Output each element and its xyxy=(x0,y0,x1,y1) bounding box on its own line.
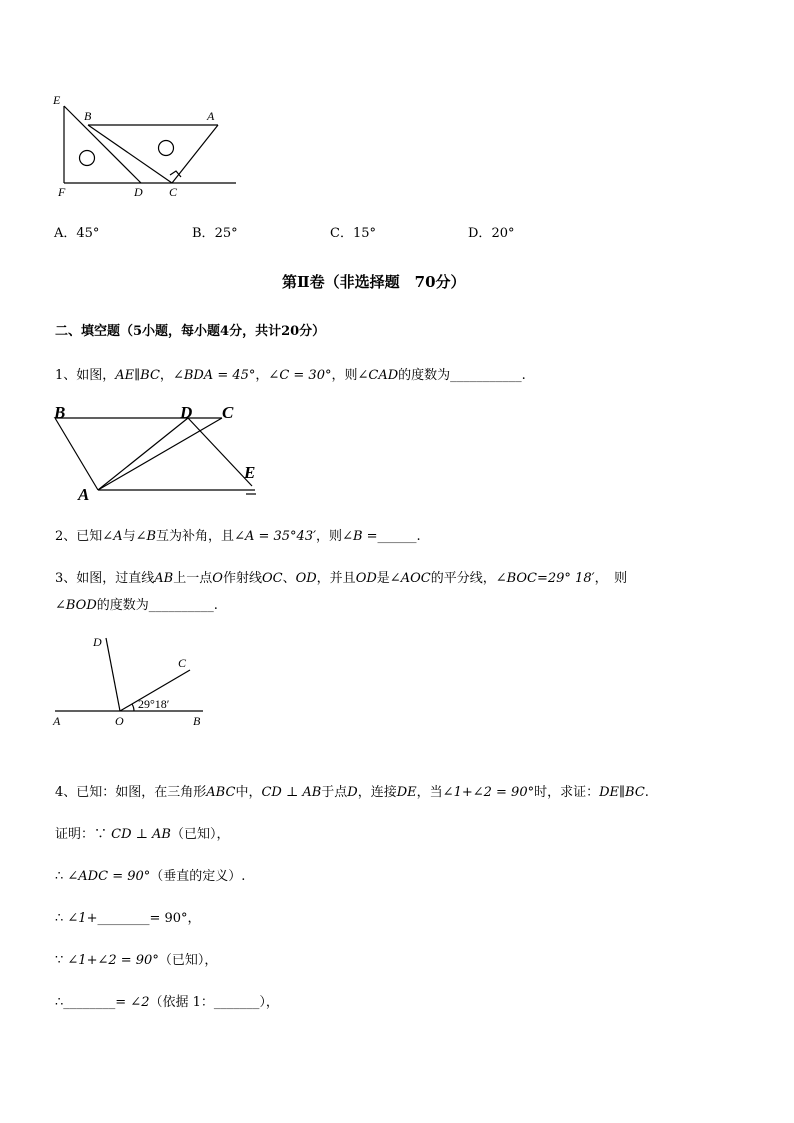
q4-number: 4、 xyxy=(55,785,77,800)
option-a-value: 45° xyxy=(76,226,100,241)
proof-4-reason: （已知）， xyxy=(158,953,218,968)
label-C: C xyxy=(178,656,187,670)
q2-end: . xyxy=(416,529,421,544)
q4-math-5: ∠1+∠2 = 90° xyxy=(442,785,535,800)
q1-text-4: ，则 xyxy=(331,368,358,383)
q2-text-3: 互为补角，且 xyxy=(156,529,235,544)
segment-DE xyxy=(188,418,252,486)
q1-text-5: 的度数为 xyxy=(398,368,451,383)
label-A: A xyxy=(78,485,90,504)
proof-5-blank-2: _______ xyxy=(213,995,260,1010)
q1-math-4: ∠CAD xyxy=(357,368,399,383)
q4-text-5: ，当 xyxy=(416,785,443,800)
q1-text-2: ， xyxy=(159,368,173,383)
q3-math-5: OD xyxy=(355,571,377,586)
q3-math-1: AB xyxy=(154,571,174,586)
q3-math-4: OD xyxy=(295,571,317,586)
segment-ED xyxy=(64,106,141,183)
hole-right xyxy=(159,141,174,156)
section-title: 第Ⅱ卷（非选择题 70分） xyxy=(282,273,466,291)
proof-line-2 xyxy=(55,865,245,884)
figure-q3 xyxy=(0,628,260,738)
q1-math-1: AE∥BC xyxy=(115,368,160,383)
proof-1-math: CD ⊥ AB xyxy=(111,827,171,842)
proof-5-blank: ________ xyxy=(63,995,116,1010)
label-A: A xyxy=(53,714,61,728)
label-D: D xyxy=(134,185,143,199)
proof-5-end: ）， xyxy=(259,995,279,1010)
q2-math-4: ∠B = xyxy=(342,529,378,544)
q3-text-9: 的度数为 xyxy=(96,598,149,613)
label-B: B xyxy=(54,403,66,422)
question-4 xyxy=(55,781,649,800)
proof-5-reason: （依据 1： xyxy=(149,995,214,1010)
option-c-letter: C． xyxy=(330,226,353,241)
q1-math-3: ∠C = 30° xyxy=(268,368,332,383)
proof-1-reason: （已知）， xyxy=(170,827,230,842)
figure-triangles xyxy=(0,0,794,205)
q2-text-1: 已知 xyxy=(76,529,103,544)
proof-3-blank: ________ xyxy=(97,911,150,926)
q1-text-3: ， xyxy=(255,368,269,383)
q4-math-1: ABC xyxy=(206,785,236,800)
option-a-letter: A． xyxy=(54,226,77,241)
q4-text-2: 中， xyxy=(235,785,262,800)
option-d-value: 20° xyxy=(491,226,515,241)
q2-text-2: 与 xyxy=(122,529,136,544)
label-A: A xyxy=(207,109,215,123)
proof-2-math: ∠ADC = 90° xyxy=(67,869,151,884)
q3-text-2: 上一点 xyxy=(173,571,213,586)
q1-math-2: ∠BDA = 45° xyxy=(172,368,256,383)
q3-answer-blank: __________ xyxy=(148,598,214,613)
segment-AD xyxy=(98,418,188,490)
q3-math-6: AOC xyxy=(400,571,431,586)
label-D: D xyxy=(93,635,102,649)
option-c xyxy=(330,222,376,241)
q3-math-bod: ∠BOD xyxy=(55,598,97,613)
q1-answer-blank: ___________ xyxy=(450,368,522,383)
q4-math-4: DE xyxy=(396,785,417,800)
q4-math-3: D xyxy=(347,785,358,800)
option-b-letter: B． xyxy=(192,226,215,241)
label-F: F xyxy=(58,185,66,199)
question-1 xyxy=(55,364,526,383)
option-d-letter: D． xyxy=(468,226,492,241)
proof-line-3 xyxy=(55,907,201,926)
question-3-line-1 xyxy=(55,567,627,586)
q3-number: 3、 xyxy=(55,571,77,586)
label-B: B xyxy=(84,109,92,123)
angle-label: 29°18′ xyxy=(138,697,170,711)
angle-arc xyxy=(132,704,134,711)
q2-math-1: ∠A xyxy=(102,529,123,544)
q3-text-7: 的平分线， xyxy=(430,571,496,586)
proof-3-rest: = 90°， xyxy=(149,911,201,926)
q2-answer-blank: ______ xyxy=(377,529,417,544)
q3-text-4: 、 xyxy=(282,571,296,586)
proof-line-5 xyxy=(55,991,279,1010)
q4-end: . xyxy=(644,785,649,800)
q3-end: . xyxy=(213,598,218,613)
q4-math-2: CD ⊥ AB xyxy=(261,785,322,800)
proof-line-4 xyxy=(55,949,217,968)
proof-line-1 xyxy=(55,823,229,842)
question-3-line-2 xyxy=(55,594,218,613)
proof-4-math: ∠1+∠2 = 90° xyxy=(67,953,159,968)
option-d xyxy=(468,222,514,241)
label-B: B xyxy=(193,714,201,728)
q1-end: . xyxy=(521,368,526,383)
proof-1-lead: 证明：∵ xyxy=(55,827,112,842)
segment-AC xyxy=(98,418,222,490)
proof-5-lead: ∴ xyxy=(55,995,64,1010)
option-c-value: 15° xyxy=(352,226,376,241)
option-b-value: 25° xyxy=(214,226,238,241)
q2-math-2: ∠B xyxy=(135,529,157,544)
q1-text-1: 如图， xyxy=(76,368,116,383)
q3-math-3: OC xyxy=(261,571,283,586)
figure-q1 xyxy=(0,398,300,508)
label-C: C xyxy=(169,185,178,199)
q3-math-7: ∠BOC=29° 18′ xyxy=(495,571,595,586)
q2-text-4: ，则 xyxy=(316,529,343,544)
proof-2-lead: ∴ xyxy=(55,869,68,884)
q3-text-8: ， 则 xyxy=(594,571,628,586)
option-b xyxy=(192,222,238,241)
q1-number: 1、 xyxy=(55,368,77,383)
label-D: D xyxy=(180,403,193,422)
hole-left xyxy=(80,151,95,166)
option-a xyxy=(54,222,99,241)
q3-text-5: ，并且 xyxy=(316,571,356,586)
q4-math-6: DE∥BC xyxy=(599,785,645,800)
label-E: E xyxy=(244,463,256,482)
proof-3-math: ∠1+ xyxy=(67,911,98,926)
q4-text-1: 已知：如图，在三角形 xyxy=(76,785,207,800)
q4-text-4: ，连接 xyxy=(357,785,397,800)
proof-3-lead: ∴ xyxy=(55,911,68,926)
segment-BC xyxy=(88,125,172,183)
label-E: E xyxy=(53,93,61,107)
q3-text-6: 是∠ xyxy=(376,571,401,586)
proof-5-math: = ∠2 xyxy=(115,995,150,1010)
q3-text-1: 如图，过直线 xyxy=(76,571,155,586)
proof-4-lead: ∵ xyxy=(55,953,68,968)
q2-number: 2、 xyxy=(55,529,77,544)
q4-text-6: 时，求证： xyxy=(534,785,600,800)
segment-BA xyxy=(55,418,98,490)
q3-math-2: O xyxy=(212,571,223,586)
q4-text-3: 于点 xyxy=(321,785,348,800)
proof-2-reason: （垂直的定义）. xyxy=(150,869,246,884)
label-O: O xyxy=(115,714,124,728)
section2-heading: 二、填空题（5小题，每小题4分，共计20分） xyxy=(55,324,326,339)
question-2 xyxy=(55,525,421,544)
label-C: C xyxy=(222,403,234,422)
ray-OD xyxy=(106,638,120,711)
q2-math-3: ∠A = 35°43′ xyxy=(234,529,317,544)
q3-text-3: 作射线 xyxy=(222,571,262,586)
